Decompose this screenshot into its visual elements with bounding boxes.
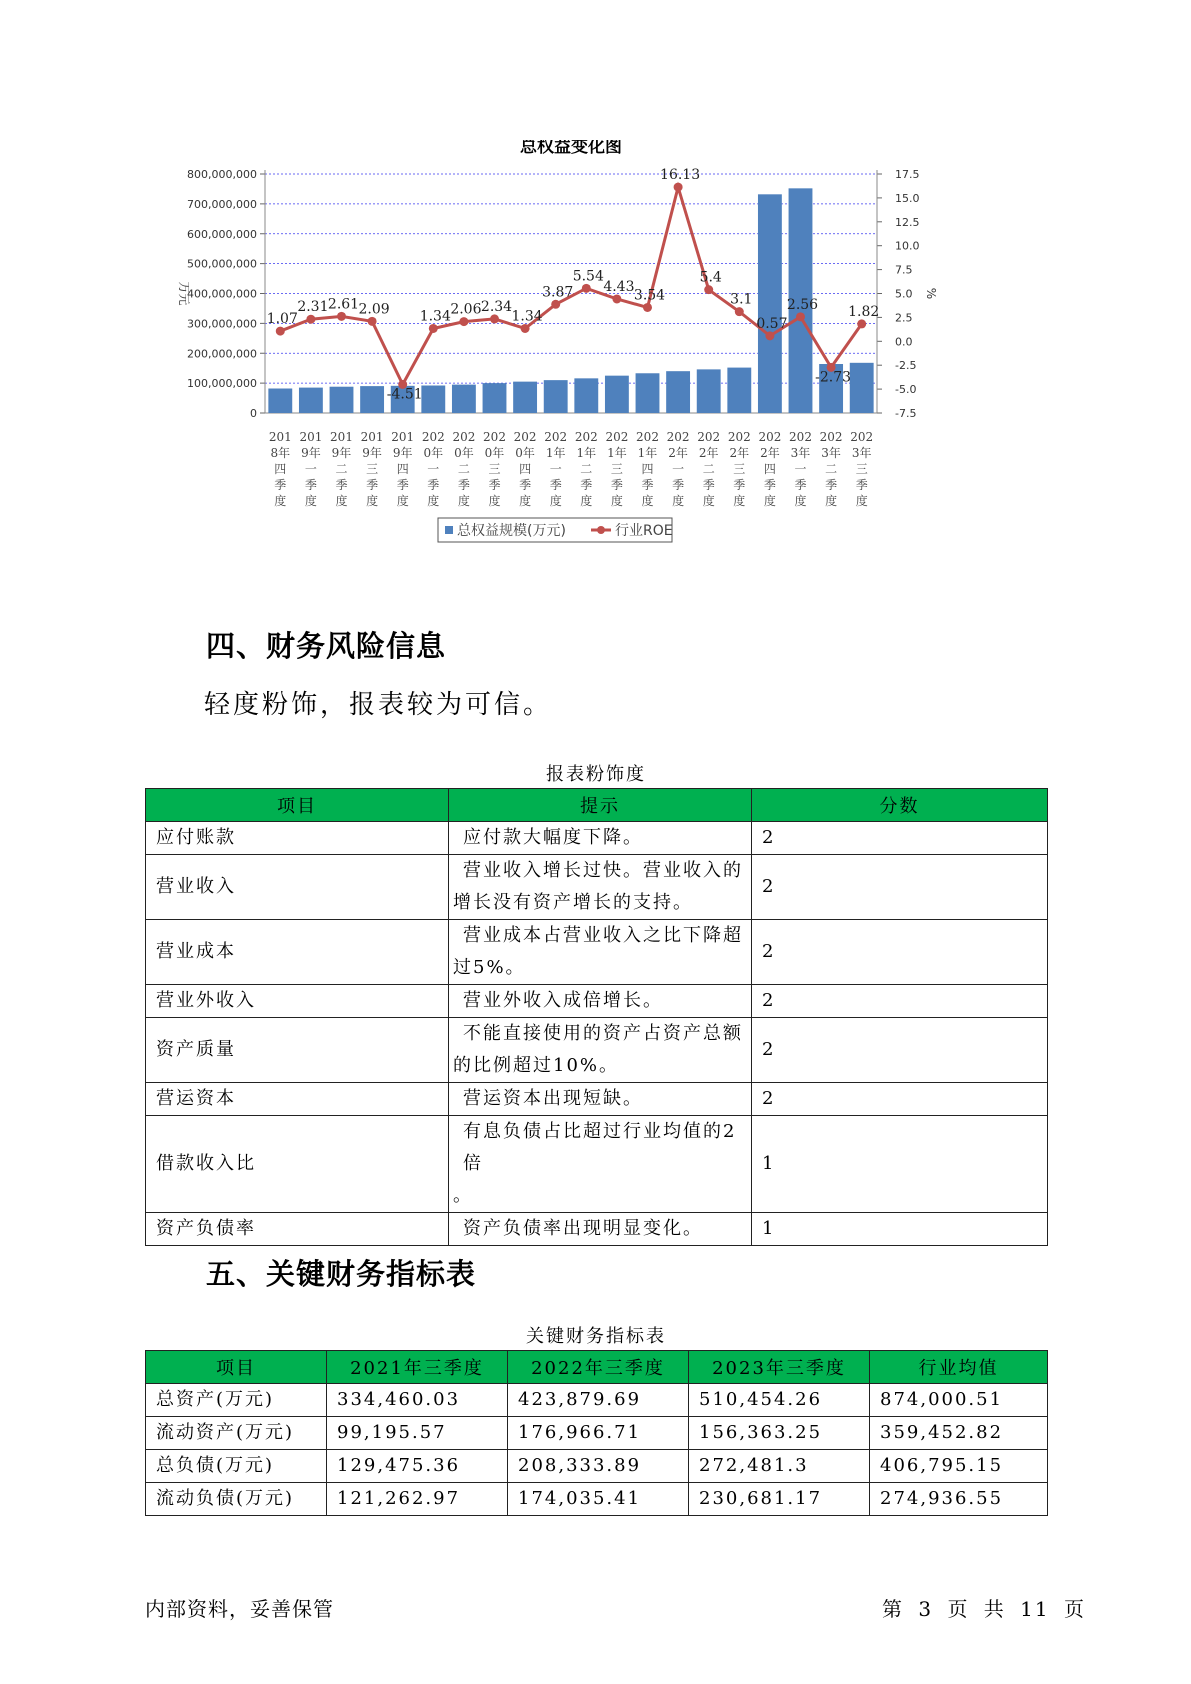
roe-data-label: 1.07 [266, 311, 298, 328]
roe-point [765, 331, 774, 340]
equity-chart [160, 140, 1060, 600]
equity-bar [421, 386, 445, 413]
x-tick-label: 度 [427, 494, 440, 508]
x-tick-label: 二 [457, 462, 470, 476]
risk-score-cell: 2 [752, 855, 1048, 920]
right-tick-label: -7.5 [895, 407, 917, 420]
risk-hint-cell [449, 1018, 752, 1083]
risk-item-cell: 借款收入比 [146, 1116, 449, 1213]
risk-hint-line: 营运资本出现短缺。 [463, 1088, 643, 1109]
roe-point [612, 294, 621, 303]
roe-data-label: 0.57 [756, 315, 788, 332]
roe-data-label: 5.4 [699, 269, 722, 286]
roe-point [306, 315, 315, 324]
roe-data-label: 2.56 [786, 296, 819, 313]
x-tick-label: 0年 [484, 446, 505, 460]
roe-data-label: 3.1 [730, 291, 753, 308]
risk-hint-line: 有息负债占比超过行业均值的2倍 [463, 1121, 737, 1174]
x-tick-label: 2年 [760, 446, 780, 460]
x-tick-label: 度 [794, 494, 807, 508]
x-tick-label: 0年 [515, 446, 535, 460]
roe-point [704, 285, 713, 294]
x-tick-label: 四 [396, 462, 409, 476]
legend-line-marker [597, 526, 605, 534]
x-tick-label: 3年 [790, 446, 811, 460]
risk-header-score: 分数 [752, 789, 1048, 822]
kpi-value-cell: 334,460.03 [327, 1384, 508, 1417]
kpi-table-header [146, 1351, 1048, 1384]
x-tick-label: 度 [855, 494, 868, 508]
x-tick-label: 季 [457, 478, 470, 492]
x-tick-label: 202 [452, 430, 476, 444]
risk-header-hint: 提示 [449, 789, 752, 822]
roe-point [735, 307, 744, 316]
risk-hint-line: 不能直接使用的资产占资产总额 [463, 1023, 743, 1044]
x-tick-label: 202 [421, 430, 445, 444]
equity-bar [299, 388, 323, 413]
risk-hint-cell [449, 1083, 752, 1116]
risk-item-cell: 资产负债率 [146, 1213, 449, 1246]
kpi-value-cell: 874,000.51 [870, 1384, 1048, 1417]
x-tick-label: 一 [672, 462, 685, 476]
x-tick-label: 季 [733, 478, 746, 492]
risk-table-caption: 报表粉饰度 [546, 764, 646, 785]
kpi-table-row [146, 1417, 1048, 1450]
kpi-item-cell: 总资产(万元) [146, 1384, 327, 1417]
kpi-value-cell: 230,681.17 [689, 1483, 870, 1516]
x-tick-label: 一 [427, 462, 440, 476]
left-tick-label: 500,000,000 [187, 257, 257, 271]
x-tick-label: 一 [794, 462, 807, 476]
x-tick-label: 季 [610, 478, 623, 492]
kpi-header-item: 项目 [146, 1351, 327, 1384]
equity-bar [636, 373, 660, 413]
risk-item-cell: 营业外收入 [146, 985, 449, 1018]
risk-hint-line: 营业外收入成倍增长。 [463, 990, 663, 1011]
right-axis-title: % [924, 287, 938, 300]
roe-data-label: 2.09 [358, 301, 390, 318]
x-tick-label: 三 [733, 462, 746, 476]
chart-title: 总权益变化图 [520, 140, 622, 157]
right-tick-label: 17.5 [895, 168, 920, 181]
right-tick-label: 12.5 [895, 215, 920, 229]
kpi-value-cell: 274,936.55 [870, 1483, 1048, 1516]
x-tick-label: 202 [758, 430, 782, 444]
risk-hint-cell [449, 1213, 752, 1246]
kpi-value-cell: 99,195.57 [327, 1417, 508, 1450]
left-tick-label: 0 [250, 407, 257, 420]
x-tick-label: 三 [488, 462, 501, 476]
x-tick-label: 202 [819, 430, 843, 444]
x-tick-label: 202 [544, 430, 568, 444]
x-tick-label: 度 [763, 494, 776, 508]
roe-data-label: 2.31 [297, 299, 329, 316]
roe-data-label: 1.82 [848, 303, 880, 320]
risk-item-cell: 资产质量 [146, 1018, 449, 1083]
footer-confidential-note: 内部资料，妥善保管 [145, 1597, 334, 1621]
risk-hint-cell [449, 822, 752, 855]
x-tick-label: 季 [488, 478, 501, 492]
x-tick-label: 202 [850, 430, 874, 444]
roe-data-label: 2.34 [480, 298, 513, 315]
x-tick-label: 四 [519, 462, 532, 476]
left-tick-label: 800,000,000 [187, 168, 257, 181]
risk-table-row [146, 822, 1048, 855]
right-tick-label: 15.0 [895, 191, 920, 205]
x-tick-label: 三 [610, 462, 623, 476]
right-tick-label: -2.5 [895, 359, 917, 373]
risk-table-row [146, 1116, 1048, 1213]
left-tick-label: 700,000,000 [187, 197, 257, 211]
x-tick-label: 2年 [668, 446, 688, 460]
kpi-section-title: 五、关键财务指标表 [206, 1257, 477, 1291]
kpi-table-row [146, 1384, 1048, 1417]
x-tick-label: 度 [580, 494, 593, 508]
x-tick-label: 季 [763, 478, 776, 492]
x-tick-label: 2年 [698, 446, 719, 460]
equity-bar [483, 383, 507, 413]
roe-data-label: 3.87 [542, 284, 574, 301]
risk-hint-line: 营业成本占营业收入之比下降超 [463, 925, 743, 946]
x-tick-label: 度 [702, 494, 715, 508]
roe-point [521, 324, 530, 333]
roe-data-label: -4.51 [386, 386, 423, 403]
risk-table-row [146, 855, 1048, 920]
x-tick-label: 四 [274, 462, 287, 476]
risk-hint-line: 增长没有资产增长的支持。 [453, 892, 693, 913]
risk-score-cell: 1 [752, 1213, 1048, 1246]
kpi-table-caption: 关键财务指标表 [526, 1326, 666, 1347]
kpi-value-cell: 174,035.41 [508, 1483, 689, 1516]
x-tick-label: 度 [396, 494, 409, 508]
roe-point [551, 300, 560, 309]
kpi-table-row [146, 1483, 1048, 1516]
risk-table-header [146, 789, 1048, 822]
legend-bar-swatch [445, 526, 453, 534]
risk-hint-cell [449, 920, 752, 985]
x-tick-label: 202 [727, 430, 751, 444]
roe-data-label: 1.34 [419, 308, 451, 325]
legend-bar-label: 总权益规模(万元) [457, 523, 566, 539]
x-tick-label: 9年 [392, 446, 413, 460]
right-tick-label: 10.0 [895, 239, 920, 253]
risk-table-row [146, 920, 1048, 985]
roe-point [490, 314, 499, 323]
x-tick-label: 一 [304, 462, 317, 476]
equity-bar [330, 387, 354, 413]
legend-line-label: 行业ROE [615, 523, 673, 539]
kpi-value-cell: 129,475.36 [327, 1450, 508, 1483]
x-tick-label: 季 [580, 478, 593, 492]
x-tick-label: 度 [366, 494, 379, 508]
x-tick-label: 度 [549, 494, 562, 508]
equity-bar [544, 380, 568, 413]
kpi-value-cell: 176,966.71 [508, 1417, 689, 1450]
risk-item-cell: 营运资本 [146, 1083, 449, 1116]
x-tick-label: 0年 [454, 446, 474, 460]
x-tick-label: 度 [304, 494, 317, 508]
kpi-item-cell: 总负债(万元) [146, 1450, 327, 1483]
left-tick-label: 100,000,000 [187, 377, 257, 391]
left-tick-label: 300,000,000 [187, 317, 257, 331]
x-tick-label: 0年 [423, 446, 444, 460]
risk-hint-cell [449, 855, 752, 920]
x-tick-label: 季 [641, 478, 654, 492]
equity-bar [574, 378, 598, 413]
x-tick-label: 三 [855, 462, 868, 476]
kpi-item-cell: 流动资产(万元) [146, 1417, 327, 1450]
risk-score-cell: 2 [752, 985, 1048, 1018]
roe-data-label: 1.34 [511, 308, 543, 325]
left-axis-title: 万元 [177, 281, 191, 306]
x-tick-label: 9年 [331, 446, 352, 460]
risk-hint-cell [449, 1116, 752, 1213]
x-tick-label: 季 [794, 478, 807, 492]
risk-score-cell: 2 [752, 822, 1048, 855]
x-tick-label: 季 [702, 478, 715, 492]
equity-bar [268, 389, 292, 413]
kpi-value-cell: 121,262.97 [327, 1483, 508, 1516]
x-tick-label: 202 [513, 430, 537, 444]
x-tick-label: 度 [672, 494, 685, 508]
risk-hint-line: 过5%。 [453, 957, 526, 978]
x-tick-label: 三 [366, 462, 379, 476]
kpi-value-cell: 272,481.3 [689, 1450, 870, 1483]
kpi-value-cell: 156,363.25 [689, 1417, 870, 1450]
x-tick-label: 1年 [576, 446, 597, 460]
risk-hint-line: 营业收入增长过快。营业收入的 [463, 860, 743, 881]
x-tick-label: 一 [549, 462, 562, 476]
x-tick-label: 202 [666, 430, 690, 444]
roe-data-label: -2.73 [815, 369, 852, 386]
x-tick-label: 度 [641, 494, 654, 508]
x-tick-label: 1年 [637, 446, 658, 460]
roe-data-label: 16.13 [660, 167, 701, 184]
x-tick-label: 季 [335, 478, 348, 492]
risk-table-row [146, 1213, 1048, 1246]
x-tick-label: 3年 [821, 446, 841, 460]
equity-chart-svg [160, 140, 1060, 600]
roe-point [796, 312, 805, 321]
right-tick-label: 5.0 [895, 287, 913, 301]
x-tick-label: 3年 [851, 446, 872, 460]
x-tick-label: 201 [299, 430, 323, 444]
kpi-header-2021q3: 2021年三季度 [327, 1351, 508, 1384]
risk-section-title: 四、财务风险信息 [206, 629, 447, 663]
x-tick-label: 二 [825, 462, 838, 476]
equity-bar [850, 363, 874, 413]
risk-hint-line: 。 [453, 1185, 473, 1206]
x-tick-label: 度 [519, 494, 532, 508]
x-tick-label: 季 [519, 478, 532, 492]
risk-table-row [146, 985, 1048, 1018]
roe-data-label: 4.43 [603, 278, 635, 295]
x-tick-label: 202 [636, 430, 659, 444]
kpi-header-industry-avg: 行业均值 [870, 1351, 1048, 1384]
kpi-value-cell: 423,879.69 [508, 1384, 689, 1417]
x-tick-label: 度 [825, 494, 838, 508]
kpi-header-2022q3: 2022年三季度 [508, 1351, 689, 1384]
x-tick-label: 季 [366, 478, 379, 492]
roe-point [674, 183, 683, 192]
equity-bar [452, 385, 476, 413]
risk-score-cell: 1 [752, 1116, 1048, 1213]
x-tick-label: 202 [605, 430, 629, 444]
risk-table-row [146, 1018, 1048, 1083]
x-tick-label: 201 [330, 430, 353, 444]
equity-bar [605, 376, 629, 413]
x-tick-label: 202 [697, 430, 721, 444]
roe-data-label: 2.06 [450, 301, 482, 318]
x-tick-label: 二 [335, 462, 348, 476]
risk-table-row [146, 1083, 1048, 1116]
x-tick-label: 四 [641, 462, 654, 476]
x-tick-label: 202 [483, 430, 506, 444]
risk-hint-line: 应付款大幅度下降。 [463, 827, 643, 848]
risk-header-item: 项目 [146, 789, 449, 822]
equity-bar [727, 368, 751, 413]
roe-data-label: 2.61 [327, 296, 360, 313]
left-tick-label: 600,000,000 [187, 227, 257, 241]
equity-bar [513, 382, 537, 413]
right-tick-label: -5.0 [895, 383, 917, 397]
x-tick-label: 季 [274, 478, 287, 492]
roe-point [459, 317, 468, 326]
right-tick-label: 7.5 [895, 263, 913, 277]
right-tick-label: 0.0 [895, 335, 913, 349]
roe-point [429, 324, 438, 333]
equity-bar [697, 369, 721, 413]
kpi-header-2023q3: 2023年三季度 [689, 1351, 870, 1384]
risk-score-cell: 2 [752, 920, 1048, 985]
x-tick-label: 9年 [301, 446, 321, 460]
x-tick-label: 度 [733, 494, 746, 508]
left-tick-label: 400,000,000 [187, 287, 257, 301]
x-tick-label: 度 [610, 494, 623, 508]
x-tick-label: 度 [457, 494, 470, 508]
equity-bar [360, 386, 384, 413]
x-tick-label: 季 [304, 478, 317, 492]
risk-score-cell: 2 [752, 1083, 1048, 1116]
right-tick-label: 2.5 [895, 311, 913, 325]
roe-point [368, 317, 377, 326]
left-tick-label: 200,000,000 [187, 347, 257, 361]
kpi-value-cell: 406,795.15 [870, 1450, 1048, 1483]
risk-hint-line: 的比例超过10%。 [453, 1055, 620, 1076]
risk-score-cell: 2 [752, 1018, 1048, 1083]
roe-data-label: 3.54 [633, 287, 666, 304]
risk-hint-line: 资产负债率出现明显变化。 [463, 1218, 703, 1239]
x-tick-label: 四 [763, 462, 776, 476]
kpi-table-row [146, 1450, 1048, 1483]
risk-hint-cell [449, 985, 752, 1018]
x-tick-label: 1年 [607, 446, 627, 460]
risk-summary-text: 轻度粉饰，报表较为可信。 [204, 690, 553, 720]
x-tick-label: 度 [335, 494, 348, 508]
roe-point [276, 327, 285, 336]
x-tick-label: 度 [274, 494, 287, 508]
x-tick-label: 202 [574, 430, 598, 444]
x-tick-label: 二 [702, 462, 715, 476]
x-tick-label: 季 [396, 478, 409, 492]
roe-point [857, 319, 866, 328]
footer-page-number: 第 3 页 共 11 页 [882, 1597, 1086, 1621]
roe-point [582, 284, 591, 293]
x-tick-label: 201 [391, 430, 415, 444]
risk-item-cell: 营业成本 [146, 920, 449, 985]
x-tick-label: 季 [672, 478, 685, 492]
kpi-value-cell: 359,452.82 [870, 1417, 1048, 1450]
x-tick-label: 201 [268, 430, 292, 444]
roe-point [337, 312, 346, 321]
kpi-value-cell: 208,333.89 [508, 1450, 689, 1483]
risk-table [145, 788, 1048, 1246]
x-tick-label: 2年 [729, 446, 750, 460]
x-tick-label: 202 [789, 430, 812, 444]
x-tick-label: 季 [825, 478, 838, 492]
x-tick-label: 9年 [362, 446, 382, 460]
x-tick-label: 8年 [270, 446, 291, 460]
x-tick-label: 度 [488, 494, 501, 508]
equity-bar [758, 194, 782, 413]
x-tick-label: 201 [360, 430, 384, 444]
x-tick-label: 季 [427, 478, 440, 492]
x-tick-label: 二 [580, 462, 593, 476]
kpi-item-cell: 流动负债(万元) [146, 1483, 327, 1516]
kpi-table [145, 1350, 1048, 1516]
x-tick-label: 季 [549, 478, 562, 492]
x-tick-label: 1年 [545, 446, 566, 460]
risk-item-cell: 营业收入 [146, 855, 449, 920]
x-tick-label: 季 [855, 478, 868, 492]
kpi-value-cell: 510,454.26 [689, 1384, 870, 1417]
risk-item-cell: 应付账款 [146, 822, 449, 855]
roe-point [643, 303, 652, 312]
roe-data-label: 5.54 [572, 268, 604, 285]
equity-bar [666, 371, 690, 413]
